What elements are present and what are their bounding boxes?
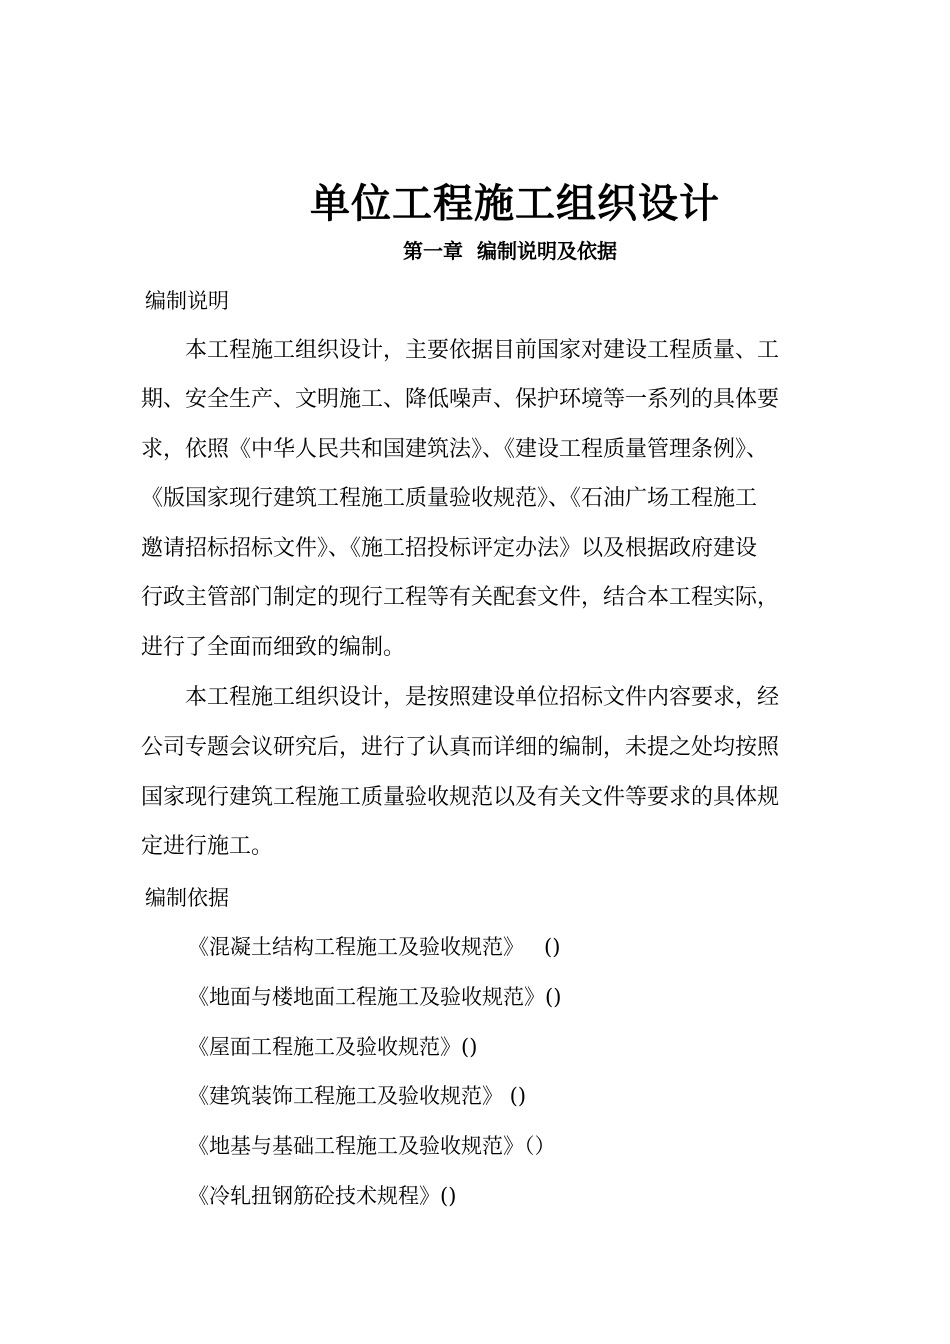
paragraph-line: 求，依照《中华人民共和国建筑法》、《建设工程质量管理条例》、 bbox=[141, 437, 769, 462]
list-item: 《屋面工程施工及验收规范》() bbox=[188, 1035, 478, 1059]
paragraph-line: 邀请招标招标文件》、《施工招投标评定办法》以及根据政府建设 bbox=[141, 536, 758, 561]
section-heading-explanation: 编制说明 bbox=[145, 289, 229, 313]
list-item: 《冷轧扭钢筋砼技术规程》() bbox=[188, 1184, 457, 1208]
chapter-title: 第一章 编制说明及依据 bbox=[403, 239, 617, 263]
list-item: 《地面与楼地面工程施工及验收规范》() bbox=[188, 985, 562, 1009]
paragraph-line: 行政主管部门制定的现行工程等有关配套文件，结合本工程实际， bbox=[141, 585, 780, 610]
paragraph-line: 进行了全面而细致的编制。 bbox=[141, 635, 406, 660]
paragraph-line: 本工程施工组织设计，主要依据目前国家对建设工程质量、工 bbox=[185, 338, 780, 363]
paragraph-line: 《版国家现行建筑工程施工质量验收规范》、《石油广场工程施工 bbox=[141, 486, 758, 511]
section-heading-basis: 编制依据 bbox=[145, 886, 229, 910]
list-item: 《混凝土结构工程施工及验收规范》 () bbox=[188, 935, 561, 959]
document-title: 单位工程施工组织设计 bbox=[310, 181, 720, 227]
paragraph-line: 公司专题会议研究后，进行了认真而详细的编制，未提之处均按照 bbox=[141, 735, 780, 760]
list-item: 《建筑装饰工程施工及验收规范》 () bbox=[188, 1084, 527, 1108]
paragraph-line: 本工程施工组织设计，是按照建设单位招标文件内容要求，经 bbox=[185, 685, 780, 710]
paragraph-line: 定进行施工。 bbox=[141, 834, 274, 859]
paragraph-line: 国家现行建筑工程施工质量验收规范以及有关文件等要求的具体规 bbox=[141, 785, 780, 810]
list-item: 《地基与基础工程施工及验收规范》（） bbox=[188, 1134, 556, 1158]
paragraph-line: 期、安全生产、文明施工、降低噪声、保护环境等一系列的具体要 bbox=[141, 387, 780, 412]
